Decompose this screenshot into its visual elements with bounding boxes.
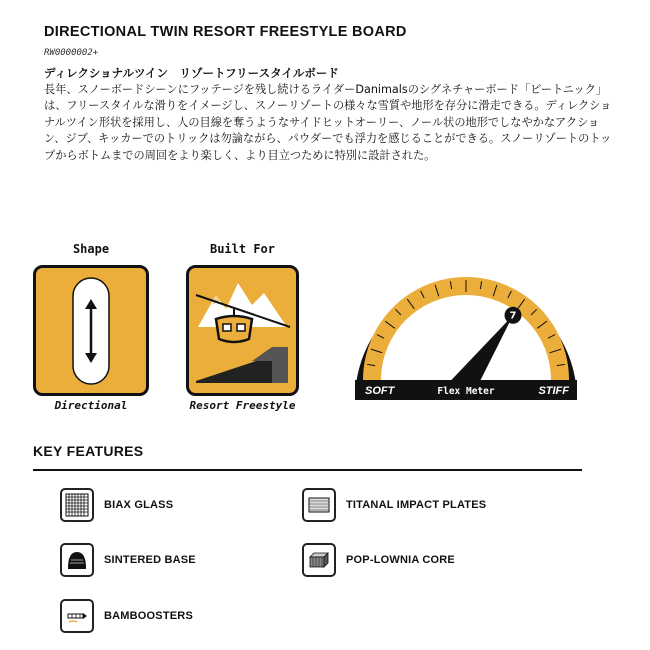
flex-meter-label: Flex Meter [437,386,495,397]
feature-bamboosters [60,599,193,633]
shape-label: Shape [72,242,110,256]
product-jp-title: ディレクショナルツイン リゾートフリースタイルボード [44,66,339,80]
product-title: DIRECTIONAL TWIN RESORT FREESTYLE BOARD [44,24,407,40]
feature-pop-lownia-core [302,543,455,577]
shape-value: Directional [54,399,128,412]
feature-label: BIAX GLASS [104,499,174,511]
gondola-mountain-icon [186,265,299,396]
key-features-title: KEY FEATURES [33,443,144,459]
product-sku: RW0000002+ [44,48,99,58]
flex-stiff-label: STIFF [538,385,569,397]
feature-sintered-base [60,543,196,577]
built-for-label: Built For [209,242,276,256]
feature-label: SINTERED BASE [104,554,196,566]
snowboard-arrow-icon [33,265,149,396]
bamboo-booster-icon [60,599,94,633]
base-dome-icon [60,543,94,577]
feature-label: TITANAL IMPACT PLATES [346,499,487,511]
flex-soft-label: SOFT [365,385,395,397]
layered-plates-icon [302,488,336,522]
feature-titanal-impact-plates [302,488,486,522]
flex-value: 7 [509,310,517,322]
flex-meter-gauge [353,262,579,402]
feature-biax-glass [60,488,173,522]
key-features-divider [33,469,582,471]
wood-core-icon [302,543,336,577]
feature-label: BAMBOOSTERS [104,610,193,622]
grid-weave-icon [60,488,94,522]
feature-label: POP-LOWNIA CORE [346,554,455,566]
built-for-value: Resort Freestyle [189,399,296,412]
product-description: 長年、スノーボードシーンにフッテージを残し続けるライダーDanimalsのシグネチャーボード「ビートニック」は、フリースタイルな滑りをイメージし、スノーリゾートの様々な雪質や地形を存分に滑走できる。ディレクショナルツイン形状を採用し、人の目線を奪うようなサイドヒットオーリー、ノール状の地形でしなやかなアクション、ジブ、キッカーでのトリックは勿論ながら、パウダーでも浮力を感じることができる。スノーリゾートのトップからボトムまでの周回をより楽しく、より目立つために特別に設計された。 [44,83,612,162]
